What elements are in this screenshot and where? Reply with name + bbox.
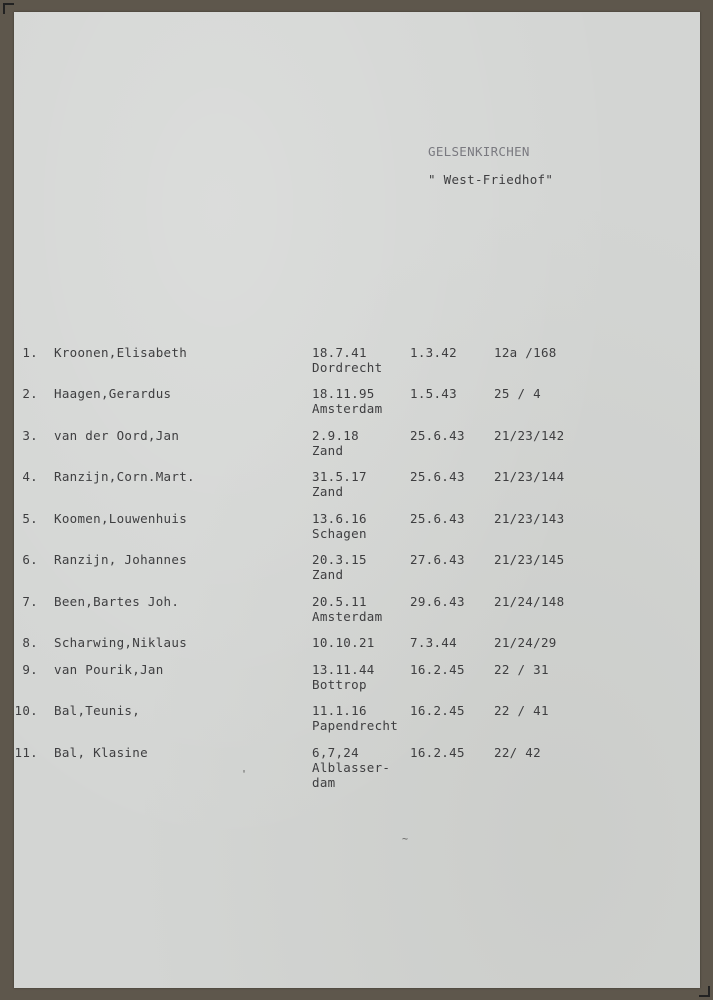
entry-place: Papendrecht bbox=[312, 718, 399, 733]
entry-date-birth: 2.9.18 bbox=[312, 428, 359, 443]
entry-date-birth: 31.5.17 bbox=[312, 469, 367, 484]
entry-date-death: 25.6.43 bbox=[410, 511, 465, 526]
entry-date-birth: 20.3.15 bbox=[312, 552, 367, 567]
entry-number: 1. bbox=[22, 345, 38, 360]
entry-number: 8. bbox=[22, 635, 38, 650]
entry-name: Bal,Teunis, bbox=[54, 703, 141, 718]
entry-number: 11. bbox=[14, 745, 38, 760]
entry-place: Zand bbox=[312, 443, 344, 458]
entry-name: Ranzijn,Corn.Mart. bbox=[54, 469, 195, 484]
entry-name: Haagen,Gerardus bbox=[54, 386, 172, 401]
scan-corner-mark-bottom-right bbox=[699, 986, 710, 997]
entry-grave: 22/ 42 bbox=[494, 745, 541, 760]
entry-date-birth: 10.10.21 bbox=[312, 635, 375, 650]
entry-grave: 21/23/145 bbox=[494, 552, 565, 567]
entry-date-death: 25.6.43 bbox=[410, 469, 465, 484]
entry-number: 10. bbox=[14, 703, 38, 718]
entry-number: 6. bbox=[22, 552, 38, 567]
entry-date-death: 16.2.45 bbox=[410, 703, 465, 718]
entry-date-death: 7.3.44 bbox=[410, 635, 457, 650]
entry-date-death: 16.2.45 bbox=[410, 662, 465, 677]
entry-date-death: 1.3.42 bbox=[410, 345, 457, 360]
entry-date-birth: 6,7,24 bbox=[312, 745, 359, 760]
header-city: GELSENKIRCHEN bbox=[428, 144, 530, 159]
entry-grave: 21/23/142 bbox=[494, 428, 565, 443]
entry-place: Schagen bbox=[312, 526, 367, 541]
entry-grave: 22 / 41 bbox=[494, 703, 549, 718]
entry-grave: 21/23/143 bbox=[494, 511, 565, 526]
entry-name: Ranzijn, Johannes bbox=[54, 552, 188, 567]
scan-corner-mark-top-left bbox=[3, 3, 14, 14]
entry-date-birth: 11.1.16 bbox=[312, 703, 367, 718]
entry-name: van der Oord,Jan bbox=[54, 428, 180, 443]
entry-grave: 21/24/29 bbox=[494, 635, 557, 650]
header-cemetery: " West-Friedhof" bbox=[428, 172, 554, 187]
entry-place: Amsterdam bbox=[312, 609, 383, 624]
entry-name: van Pourik,Jan bbox=[54, 662, 164, 677]
entry-number: 9. bbox=[22, 662, 38, 677]
entry-date-birth: 13.6.16 bbox=[312, 511, 367, 526]
entry-place: Alblasser- bbox=[312, 760, 391, 775]
entry-date-death: 25.6.43 bbox=[410, 428, 465, 443]
entry-name: Bal, Klasine bbox=[54, 745, 148, 760]
paper-speck: ' bbox=[241, 769, 248, 780]
entry-name: Koomen,Louwenhuis bbox=[54, 511, 188, 526]
entry-name: Scharwing,Niklaus bbox=[54, 635, 188, 650]
entry-place: Zand bbox=[312, 567, 344, 582]
entry-grave: 22 / 31 bbox=[494, 662, 549, 677]
entry-place: Zand bbox=[312, 484, 344, 499]
entry-grave: 21/24/148 bbox=[494, 594, 565, 609]
entry-number: 7. bbox=[22, 594, 38, 609]
paper-speck: ~ bbox=[402, 834, 409, 845]
document-page bbox=[14, 12, 700, 988]
entry-place-continued: dam bbox=[312, 775, 336, 790]
entry-grave: 12a /168 bbox=[494, 345, 557, 360]
entry-place: Bottrop bbox=[312, 677, 367, 692]
entry-date-birth: 13.11.44 bbox=[312, 662, 375, 677]
entry-name: Been,Bartes Joh. bbox=[54, 594, 180, 609]
entry-date-death: 29.6.43 bbox=[410, 594, 465, 609]
entry-number: 5. bbox=[22, 511, 38, 526]
entry-number: 4. bbox=[22, 469, 38, 484]
entry-grave: 25 / 4 bbox=[494, 386, 541, 401]
entry-date-death: 27.6.43 bbox=[410, 552, 465, 567]
entry-date-death: 1.5.43 bbox=[410, 386, 457, 401]
entry-date-birth: 18.11.95 bbox=[312, 386, 375, 401]
entry-grave: 21/23/144 bbox=[494, 469, 565, 484]
entry-name: Kroonen,Elisabeth bbox=[54, 345, 188, 360]
entry-date-birth: 18.7.41 bbox=[312, 345, 367, 360]
entry-place: Dordrecht bbox=[312, 360, 383, 375]
entry-number: 2. bbox=[22, 386, 38, 401]
entry-place: Amsterdam bbox=[312, 401, 383, 416]
entry-number: 3. bbox=[22, 428, 38, 443]
entry-date-death: 16.2.45 bbox=[410, 745, 465, 760]
entry-date-birth: 20.5.11 bbox=[312, 594, 367, 609]
